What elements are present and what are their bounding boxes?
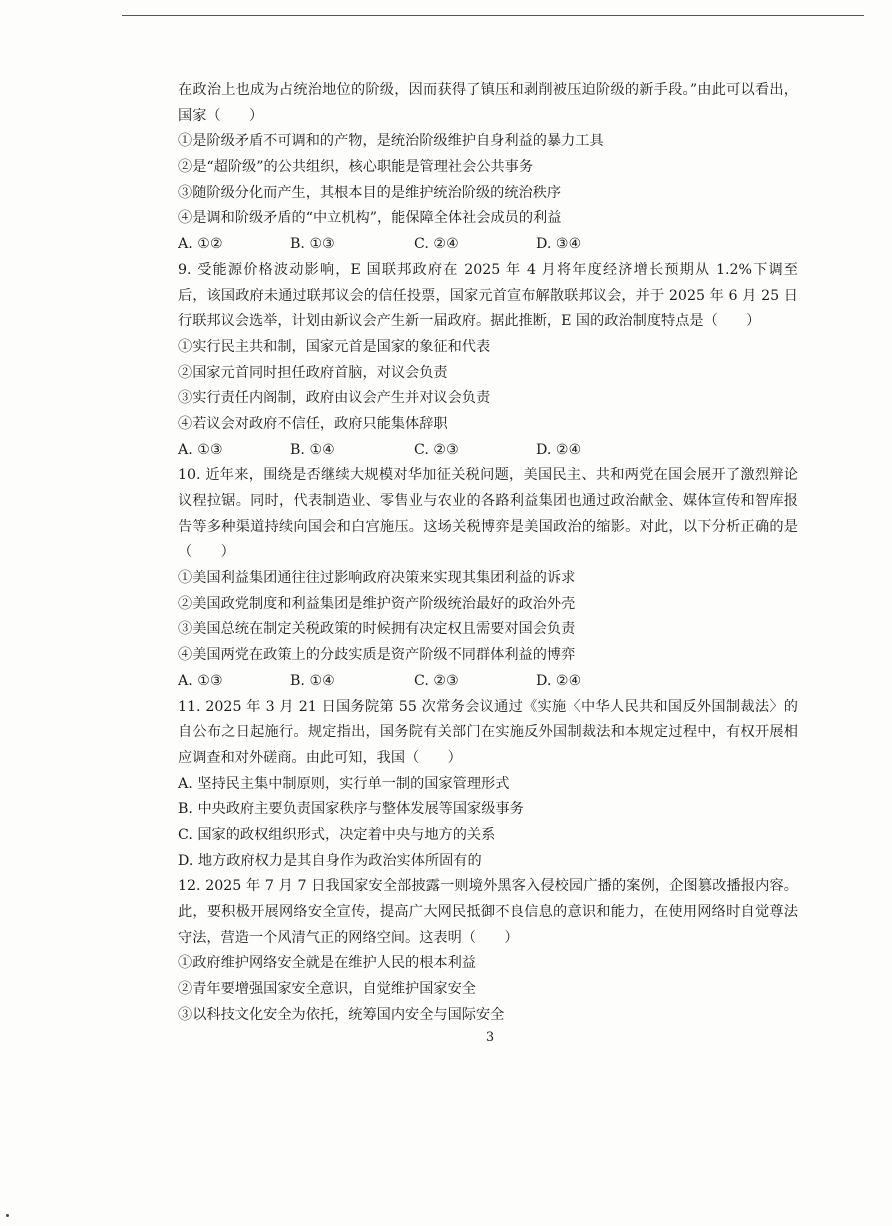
q9-statement-4: ④若议会对政府不信任，政府只能集体辞职 <box>178 415 448 432</box>
q8-statement-3: ③随阶级分化而产生，其根本目的是维护统治阶级的统治秩序 <box>178 184 562 201</box>
q8-stem-line: 国家（ ） <box>178 107 264 124</box>
q9-option-d: D. ②④ <box>536 441 582 458</box>
q9-option-b: B. ①④ <box>290 441 335 458</box>
q12-statement-3: ③以科技文化安全为依托，统筹国内安全与国际安全 <box>178 1006 505 1023</box>
q10-statement-4: ④美国两党在政策上的分歧实质是资产阶级不同群体利益的博弈 <box>178 647 576 664</box>
q10-option-c: C. ②③ <box>414 672 459 689</box>
q8-stem-line: 在政治上也成为占统治地位的阶级，因而获得了镇压和剥削被压迫阶级的新手段。”由此可以看出， <box>178 82 798 98</box>
q11-option-d: D. 地方政府权力是其自身作为政治实体所固有的 <box>178 852 482 869</box>
q8-option-c: C. ②④ <box>414 236 459 253</box>
page-number: 3 <box>485 1030 495 1045</box>
q8-option-a: A. ①② <box>178 236 223 253</box>
q11-stem-line: 11. 2025 年 3 月 21 日国务院第 55 次常务会议通过《实施〈中华人民共和国反外国制裁法〉的 <box>178 698 798 715</box>
q10-statement-2: ②美国政党制度和利益集团是维护资产阶级统治最好的政治外壳 <box>178 595 576 612</box>
q9-stem-line: 9. 受能源价格波动影响，E 国联邦政府在 2025 年 4 月将年度经济增长预期从 1.2%下调至 <box>178 261 798 278</box>
q12-stem-line: 12. 2025 年 7 月 7 日我国家安全部披露一则境外黑客入侵校园广播的案例，企图篡改播报内容。 <box>178 878 798 895</box>
q8-statement-1: ①是阶级矛盾不可调和的产物，是统治阶级维护自身利益的暴力工具 <box>178 133 604 150</box>
q9-stem-line: 行联邦议会选举，计划由新议会产生新一届政府。据此推断，E 国的政治制度特点是（ ） <box>178 313 761 330</box>
q12-stem-line: 守法，营造一个风清气正的网络空间。这表明（ ） <box>178 929 519 946</box>
scan-dot <box>6 1214 9 1217</box>
q11-option-a: A. 坚持民主集中制原则，实行单一制的国家管理形式 <box>178 775 510 792</box>
q10-statement-1: ①美国利益集团通往往过影响政府决策来实现其集团利益的诉求 <box>178 570 576 587</box>
q10-statement-3: ③美国总统在制定关税政策的时候拥有决定权且需要对国会负责 <box>178 621 576 638</box>
q8-statement-2: ②是“超阶级”的公共组织，核心职能是管理社会公共事务 <box>178 159 534 176</box>
q10-stem-line: 10. 近年来，围绕是否继续大规模对华加征关税问题，美国民主、共和两党在国会展开了激烈辩论 <box>178 467 798 484</box>
q10-option-a: A. ①③ <box>178 672 223 689</box>
q12-stem-line: 此，要积极开展网络安全宣传，提高广大网民抵御不良信息的意识和能力，在使用网络时自觉尊法 <box>178 904 798 920</box>
q10-option-b: B. ①④ <box>290 672 335 689</box>
q10-option-d: D. ②④ <box>536 672 582 689</box>
q12-statement-2: ②青年要增强国家安全意识，自觉维护国家安全 <box>178 981 476 998</box>
q10-options <box>178 669 798 695</box>
q11-option-c: C. 国家的政权组织形式，决定着中央与地方的关系 <box>178 826 496 843</box>
q10-stem-line: 议程拉锯。同时，代表制造业、零售业与农业的各路利益集团也通过政治献金、媒体宣传和智库报 <box>178 493 798 509</box>
q8-option-d: D. ③④ <box>536 236 582 253</box>
top-rule <box>122 15 864 16</box>
q11-option-b: B. 中央政府主要负责国家秩序与整体发展等国家级事务 <box>178 801 524 818</box>
q8-option-b: B. ①③ <box>290 236 335 253</box>
exam-page-content <box>178 78 798 1028</box>
q12-statement-1: ①政府维护网络安全就是在维护人民的根本利益 <box>178 955 476 972</box>
q9-stem-line: 后，该国政府未通过联邦议会的信任投票，国家元首宣布解散联邦议会，并于 2025 年 6 月 25 日 <box>178 287 798 304</box>
q9-option-c: C. ②③ <box>414 441 459 458</box>
q10-stem-line: （ ） <box>178 544 235 561</box>
q11-stem-line: 应调查和对外磋商。由此可知，我国（ ） <box>178 749 462 766</box>
q9-statement-3: ③实行责任内阁制，政府由议会产生并对议会负责 <box>178 390 491 407</box>
q9-option-a: A. ①③ <box>178 441 223 458</box>
q9-statement-2: ②国家元首同时担任政府首脑，对议会负责 <box>178 364 448 381</box>
q11-stem-line: 自公布之日起施行。规定指出，国务院有关部门在实施反外国制裁法和本规定过程中，有权开展相 <box>178 724 798 741</box>
q10-stem-line: 告等多种渠道持续向国会和白宫施压。这场关税博弈是美国政治的缩影。对此，以下分析正确的是 <box>178 518 798 535</box>
q9-options <box>178 438 798 464</box>
q8-statement-4: ④是调和阶级矛盾的“中立机构”，能保障全体社会成员的利益 <box>178 210 562 227</box>
q9-statement-1: ①实行民主共和制，国家元首是国家的象征和代表 <box>178 338 491 355</box>
q8-options <box>178 232 798 258</box>
